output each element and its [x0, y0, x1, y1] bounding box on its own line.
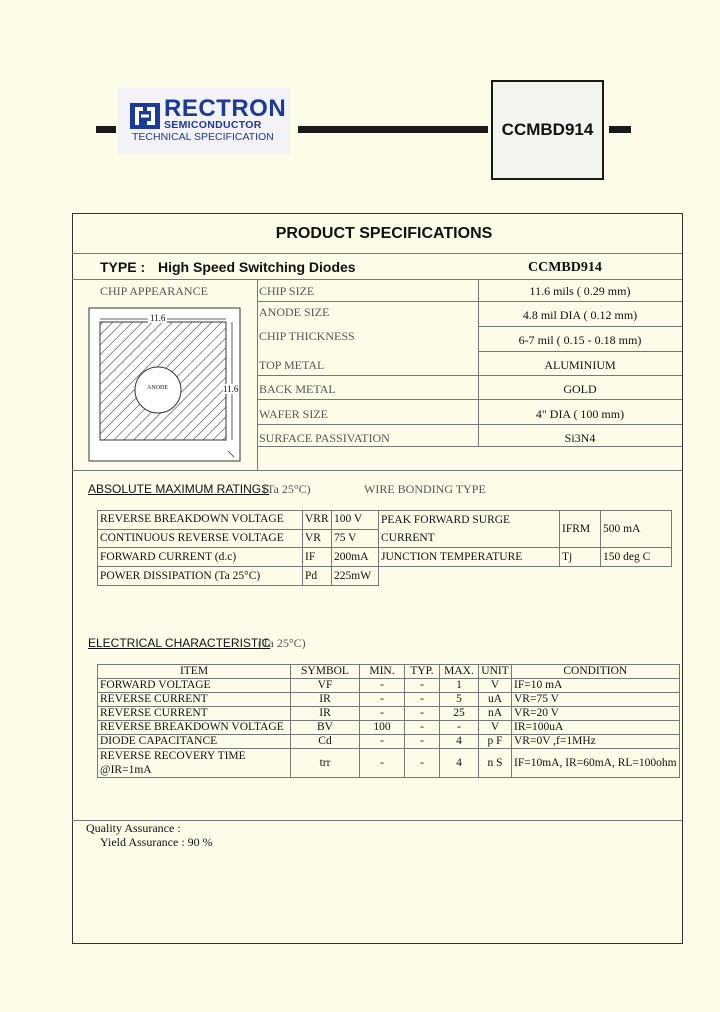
- junction-value: 150 deg C: [601, 548, 672, 567]
- elec-typ: -: [405, 707, 440, 721]
- surge-param-line1: PEAK FORWARD SURGE: [381, 514, 511, 526]
- elec-condition: IR=100uA: [512, 721, 680, 735]
- surge-param: [379, 511, 560, 548]
- electrical-condition: (Ta 25°C): [258, 636, 306, 650]
- header-rule-right: [609, 126, 631, 133]
- elec-min: -: [360, 749, 405, 778]
- abs-symbol: VR: [303, 529, 332, 548]
- elec-typ: -: [405, 749, 440, 778]
- elec-item: DIODE CAPACITANCE: [98, 735, 291, 749]
- part-number-box: [491, 80, 604, 180]
- table-row: [98, 749, 680, 778]
- divider: [257, 424, 682, 425]
- elec-typ: -: [405, 735, 440, 749]
- elec-max: 4: [440, 749, 479, 778]
- back-metal-label: BACK METAL: [259, 382, 336, 396]
- elec-min: 100: [360, 721, 405, 735]
- elec-unit: nA: [479, 707, 512, 721]
- wire-bonding-label: WIRE BONDING TYPE: [364, 482, 486, 496]
- chip-size-value: 11.6 mils ( 0.29 mm): [529, 284, 631, 298]
- table-row: [98, 548, 672, 567]
- table-row: [98, 679, 680, 693]
- divider: [478, 351, 682, 352]
- divider: [257, 446, 682, 447]
- empty-cell: [601, 567, 672, 586]
- col-header: ITEM: [98, 665, 291, 679]
- col-header: SYMBOL: [291, 665, 360, 679]
- page-title: PRODUCT SPECIFICATIONS: [275, 225, 493, 242]
- elec-condition: VR=75 V: [512, 693, 680, 707]
- divider: [72, 253, 682, 254]
- top-metal-value: ALUMINIUM: [544, 358, 616, 372]
- elec-symbol: trr: [291, 749, 360, 778]
- elec-item-line1: REVERSE RECOVERY TIME: [100, 750, 246, 762]
- type-prefix: TYPE :: [100, 259, 146, 275]
- elec-unit: n S: [479, 749, 512, 778]
- elec-item: REVERSE CURRENT: [98, 693, 291, 707]
- type-value: High Speed Switching Diodes: [158, 259, 356, 275]
- yield-assurance: Yield Assurance : 90 %: [100, 835, 213, 849]
- company-name: RECTRON: [164, 95, 287, 122]
- abs-param: CONTINUOUS REVERSE VOLTAGE: [98, 529, 303, 548]
- elec-symbol: Cd: [291, 735, 360, 749]
- anode-label: ANODE: [147, 385, 168, 391]
- col-header: TYP.: [405, 665, 440, 679]
- junction-param: JUNCTION TEMPERATURE: [379, 548, 560, 567]
- surge-value: 500 mA: [601, 511, 672, 548]
- elec-typ: -: [405, 679, 440, 693]
- elec-item-line2: @IR=1mA: [100, 764, 152, 776]
- junction-symbol: Tj: [560, 548, 601, 567]
- col-header: MIN.: [360, 665, 405, 679]
- company-tagline: TECHNICAL SPECIFICATION: [132, 131, 274, 143]
- divider: [72, 279, 682, 280]
- electrical-title: ELECTRICAL CHARACTERISTIC: [88, 636, 271, 650]
- anode-size-value: 4.8 mil DIA ( 0.12 mm): [522, 308, 638, 322]
- divider: [478, 326, 682, 327]
- absolute-max-condition: (Ta 25°C): [263, 482, 311, 496]
- absolute-max-table: [97, 510, 672, 586]
- abs-value: 75 V: [332, 529, 379, 548]
- elec-typ: -: [405, 693, 440, 707]
- rectron-logo-icon: [130, 103, 160, 129]
- elec-unit: p F: [479, 735, 512, 749]
- elec-max: 5: [440, 693, 479, 707]
- elec-min: -: [360, 735, 405, 749]
- header-part-number: CCMBD914: [501, 120, 594, 139]
- elec-symbol: IR: [291, 693, 360, 707]
- surface-passivation-value: Si3N4: [564, 431, 596, 445]
- col-header: UNIT: [479, 665, 512, 679]
- divider: [257, 301, 682, 302]
- elec-min: -: [360, 693, 405, 707]
- empty-cell: [560, 567, 601, 586]
- header-rule-middle: [298, 126, 488, 133]
- elec-condition: IF=10 mA: [512, 679, 680, 693]
- elec-symbol: BV: [291, 721, 360, 735]
- back-metal-value: GOLD: [563, 382, 597, 396]
- abs-symbol: IF: [303, 548, 332, 567]
- abs-symbol: [303, 511, 332, 530]
- wafer-size-value: 4" DIA ( 100 mm): [535, 407, 625, 421]
- type-part-number: CCMBD914: [528, 260, 602, 275]
- abs-param: REVERSE BREAKDOWN VOLTAGE: [98, 511, 303, 530]
- elec-condition: IF=10mA, IR=60mA, RL=100ohm: [512, 749, 680, 778]
- elec-unit: V: [479, 721, 512, 735]
- quality-assurance-label: Quality Assurance :: [86, 821, 181, 835]
- divider: [257, 399, 682, 400]
- elec-max: 1: [440, 679, 479, 693]
- company-division: SEMICONDUCTOR: [164, 119, 262, 131]
- table-row: [98, 567, 672, 586]
- elec-symbol: VF: [291, 679, 360, 693]
- surface-passivation-label: SURFACE PASSIVATION: [259, 431, 390, 445]
- elec-max: -: [440, 721, 479, 735]
- table-row: [98, 735, 680, 749]
- elec-condition: VR=20 V: [512, 707, 680, 721]
- surge-symbol: IFRM: [560, 511, 601, 548]
- chip-width-dimension: 11.6: [150, 313, 166, 323]
- chip-appearance-label: CHIP APPEARANCE: [100, 284, 208, 298]
- elec-symbol: IR: [291, 707, 360, 721]
- chip-thickness-value: 6-7 mil ( 0.15 - 0.18 mm): [518, 333, 642, 347]
- elec-typ: -: [405, 721, 440, 735]
- abs-param: FORWARD CURRENT (d.c): [98, 548, 303, 567]
- abs-param: POWER DISSIPATION (Ta 25°C): [98, 567, 303, 586]
- elec-item: REVERSE CURRENT: [98, 707, 291, 721]
- wafer-size-label: WAFER SIZE: [259, 407, 328, 421]
- divider: [72, 470, 682, 471]
- col-header: MAX.: [440, 665, 479, 679]
- elec-max: 4: [440, 735, 479, 749]
- table-row: [98, 511, 672, 530]
- col-header: CONDITION: [512, 665, 680, 679]
- anode-size-label: ANODE SIZE: [259, 305, 330, 319]
- elec-unit: uA: [479, 693, 512, 707]
- divider: [257, 375, 682, 376]
- elec-condition: VR=0V ,f=1MHz: [512, 735, 680, 749]
- absolute-max-title: ABSOLUTE MAXIMUM RATINGS: [88, 482, 270, 496]
- chip-size-label: CHIP SIZE: [259, 284, 315, 298]
- elec-item: [98, 749, 291, 778]
- table-row: [98, 721, 680, 735]
- abs-symbol: Pd: [303, 567, 332, 586]
- header-rule-left: [96, 126, 116, 133]
- elec-item: FORWARD VOLTAGE: [98, 679, 291, 693]
- electrical-table: [97, 664, 680, 778]
- abs-value: 225mW: [332, 567, 379, 586]
- elec-max: 25: [440, 707, 479, 721]
- elec-item: REVERSE BREAKDOWN VOLTAGE: [98, 721, 291, 735]
- surge-param-line2: CURRENT: [381, 532, 435, 544]
- abs-value: 200mA: [332, 548, 379, 567]
- table-row: [98, 707, 680, 721]
- elec-min: -: [360, 707, 405, 721]
- table-row: [98, 693, 680, 707]
- elec-min: -: [360, 679, 405, 693]
- abs-symbol-main: VRR: [305, 513, 329, 526]
- elec-unit: V: [479, 679, 512, 693]
- abs-value: 100 V: [332, 511, 379, 530]
- empty-cell: [379, 567, 560, 586]
- table-header-row: [98, 665, 680, 679]
- top-metal-label: TOP METAL: [259, 358, 325, 372]
- chip-height-dimension: 11.6: [223, 384, 239, 394]
- chip-thickness-label: CHIP THICKNESS: [259, 329, 355, 343]
